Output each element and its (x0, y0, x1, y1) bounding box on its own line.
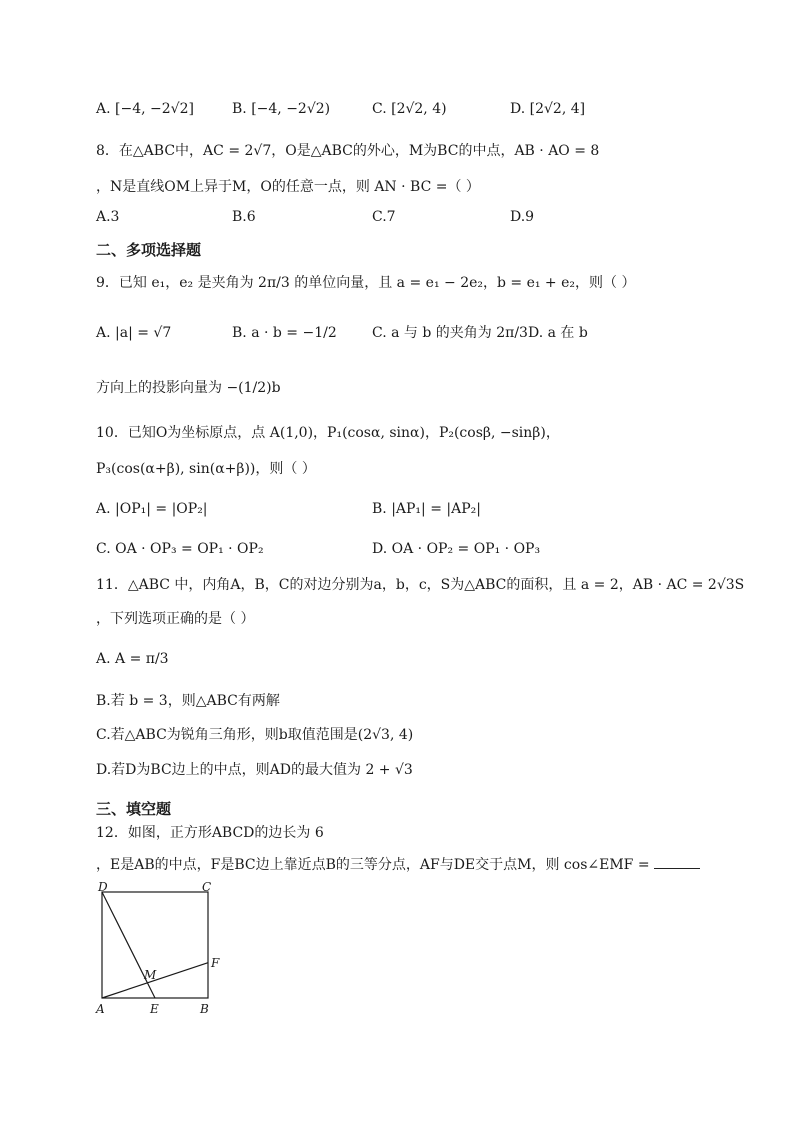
q11-option-c: C.若△ABC为锐角三角形，则b取值范围是(2√3, 4) (96, 727, 414, 743)
q9-option-d: D. a 在 b (528, 325, 588, 341)
q7-option-c: C. [2√2, 4) (372, 101, 447, 117)
segment-de (102, 892, 155, 998)
section-fill-in-heading: 三、填空题 (96, 800, 172, 818)
q9-option-d-continued: 方向上的投影向量为 −(1/2)b (96, 380, 281, 396)
q10-stem-line2: P₃(cos(α+β), sin(α+β))，则（ ） (96, 461, 316, 477)
q8-option-c: C.7 (372, 209, 396, 225)
label-d: D (98, 882, 108, 894)
label-f: F (211, 956, 220, 970)
q9-option-a: A. |a| = √7 (96, 325, 172, 341)
q11-option-b: B.若 b = 3，则△ABC有两解 (96, 693, 280, 709)
label-a: A (96, 1002, 105, 1016)
q10-option-a: A. |OP₁| = |OP₂| (96, 501, 208, 517)
label-e: E (150, 1002, 159, 1016)
q12-stem-line1: 12．如图，正方形ABCD的边长为 6 (96, 825, 324, 841)
q11-option-a: A. A = π/3 (96, 651, 169, 667)
q11-stem-line2: ，下列选项正确的是（ ） (96, 611, 255, 627)
q8-option-b: B.6 (232, 209, 256, 225)
q11-stem-line1: 11．△ABC 中，内角A，B，C的对边分别为a，b，c，S为△ABC的面积，且 a = 2，AB · AC = 2√3S (96, 577, 745, 593)
q8-option-d: D.9 (510, 209, 535, 225)
q10-option-b: B. |AP₁| = |AP₂| (372, 501, 481, 517)
q7-option-a: A. [−4, −2√2] (96, 101, 194, 117)
q11-option-d: D.若D为BC边上的中点，则AD的最大值为 2 + √3 (96, 762, 413, 778)
label-b: B (200, 1002, 209, 1016)
square-outline (102, 892, 208, 998)
q7-option-b: B. [−4, −2√2) (232, 101, 331, 117)
q8-option-a: A.3 (96, 209, 120, 225)
square-abcd (102, 892, 208, 998)
square-figure (92, 882, 232, 1022)
q10-stem-line1: 10．已知O为坐标原点，点 A(1,0)，P₁(cosα, sinα)，P₂(cosβ, −sinβ)， (96, 425, 560, 441)
q12-stem-line2 (96, 854, 700, 876)
q12-stem-line2-text: ，E是AB的中点，F是BC边上靠近点B的三等分点，AF与DE交于点M，则 cos∠EMF = (96, 857, 650, 873)
q9-stem: 9．已知 e₁，e₂ 是夹角为 2π/3 的单位向量，且 a = e₁ − 2e₂，b = e₁ + e₂，则（ ） (96, 275, 636, 291)
q8-stem-line2: ，N是直线OM上异于M，O的任意一点，则 AN · BC =（ ） (96, 179, 480, 195)
answer-blank (654, 854, 700, 869)
q10-option-c: C. OA · OP₃ = OP₁ · OP₂ (96, 541, 264, 557)
q7-option-d: D. [2√2, 4] (510, 101, 586, 117)
q9-option-b: B. a · b = −1/2 (232, 325, 337, 341)
label-c: C (202, 882, 212, 894)
label-m: M (144, 968, 157, 982)
q10-option-d: D. OA · OP₂ = OP₁ · OP₃ (372, 541, 541, 557)
q9-option-c: C. a 与 b 的夹角为 2π/3 (372, 325, 528, 341)
section-multiple-choice-heading: 二、多项选择题 (96, 241, 202, 259)
q8-stem-line1: 8．在△ABC中，AC = 2√7，O是△ABC的外心，M为BC的中点，AB · AO = 8 (96, 143, 600, 159)
